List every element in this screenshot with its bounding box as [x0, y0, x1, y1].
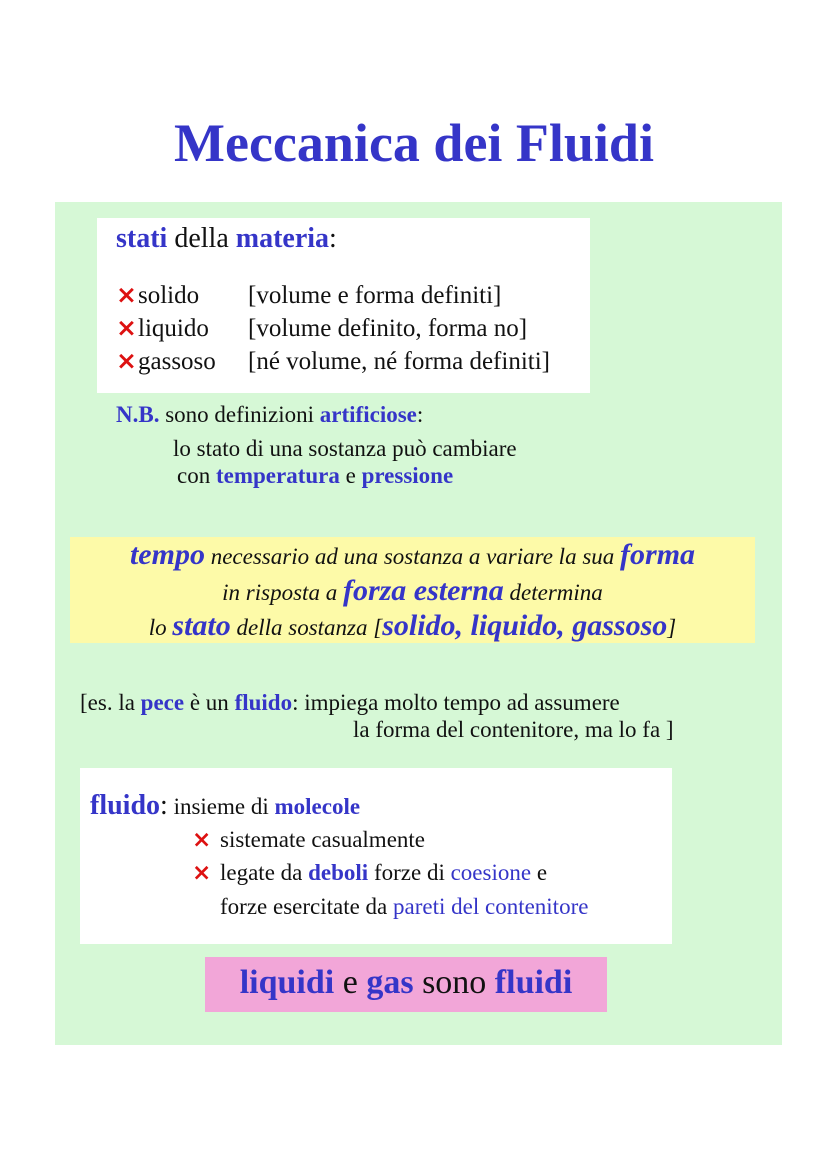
time-stato: stato: [172, 609, 231, 642]
state-name: gassoso: [138, 348, 216, 375]
example-line-1: [80, 690, 620, 716]
nb-artificiose: artificiose: [319, 402, 417, 427]
nb-line-3: [177, 463, 453, 489]
conclusion-liquidi: liquidi: [239, 964, 335, 1001]
states-heading-colon: :: [329, 223, 337, 254]
nb-e: e: [339, 463, 362, 488]
state-item-liquido: [116, 313, 527, 343]
example-pece: pece: [140, 690, 185, 715]
bullet-x-icon: ×: [192, 827, 212, 853]
fluid-item-2: [192, 860, 547, 886]
conclusion-gas: gas: [366, 964, 414, 1001]
state-item-solido: [116, 280, 501, 310]
state-item-gassoso: [116, 346, 550, 376]
state-desc: [né volume, né forma definiti]: [248, 348, 550, 375]
states-heading: [116, 223, 337, 255]
nb-temperatura: temperatura: [215, 463, 340, 488]
example-a: [es. la: [80, 690, 141, 715]
time-states-list: solido, liquido, gassoso: [382, 609, 668, 642]
example-fluido: fluido: [234, 690, 293, 715]
fluid-a: insieme di: [167, 794, 275, 819]
time-forza-esterna: forza esterna: [342, 574, 504, 607]
time-line-3: [70, 609, 755, 643]
time-line-1: [70, 538, 755, 572]
bullet-x-icon: ×: [116, 280, 137, 309]
conclusion-text: [205, 964, 607, 1002]
nb-text: sono definizioni: [159, 402, 320, 427]
fluid-deboli: deboli: [308, 860, 369, 885]
nb-con: con: [177, 463, 216, 488]
time-l1-text: necessario ad una sostanza a variare la sua: [204, 544, 621, 569]
fluid-colon: :: [160, 790, 168, 821]
fluid-item-3: [220, 894, 588, 920]
time-forma: forma: [620, 538, 696, 571]
state-name: solido: [138, 282, 200, 309]
nb-pressione: pressione: [361, 463, 454, 488]
time-l3-a: lo: [148, 615, 173, 640]
nb-line-1: [116, 402, 423, 428]
example-c: : impiega molto tempo ad assumere: [292, 690, 620, 715]
fluid-pareti: pareti del contenitore: [393, 894, 589, 919]
fluid-line-1: [90, 790, 360, 822]
fluid-item2-a: legate da: [220, 860, 309, 885]
fluid-coesione: coesione: [450, 860, 532, 885]
bullet-x-icon: ×: [116, 313, 137, 342]
fluid-item2-b: forze di: [368, 860, 451, 885]
fluid-item3-a: forze esercitate da: [220, 894, 394, 919]
state-desc: [volume definito, forma no]: [248, 315, 528, 342]
time-l2-a: in risposta a: [222, 580, 343, 605]
conclusion-sono: sono: [413, 964, 495, 1001]
states-heading-della: della: [167, 223, 236, 254]
conclusion-fluidi: fluidi: [494, 964, 573, 1001]
state-desc: [volume e forma definiti]: [248, 282, 502, 309]
fluid-item2-c: e: [531, 860, 548, 885]
states-heading-stati: stati: [116, 223, 168, 254]
fluid-term: fluido: [90, 790, 161, 821]
time-l2-c: determina: [503, 580, 603, 605]
example-b: è un: [184, 690, 235, 715]
example-line-2: la forma del contenitore, ma lo fa ]: [353, 717, 674, 742]
time-l3-c: della sostanza [: [230, 615, 383, 640]
page-title: Meccanica dei Fluidi: [174, 113, 654, 173]
bullet-x-icon: ×: [116, 346, 137, 375]
states-heading-materia: materia: [235, 223, 330, 254]
time-l3-e: ]: [667, 615, 677, 640]
state-name: liquido: [138, 315, 209, 342]
nb-label: N.B.: [116, 402, 160, 427]
fluid-molecole: molecole: [274, 794, 361, 819]
fluid-item1-text: sistemate casualmente: [220, 827, 426, 852]
nb-colon: :: [416, 402, 424, 427]
conclusion-e: e: [334, 964, 367, 1001]
bullet-x-icon: ×: [192, 860, 212, 886]
time-line-2: [70, 574, 755, 608]
nb-line-2: lo stato di una sostanza può cambiare: [173, 436, 517, 461]
time-tempo: tempo: [129, 538, 205, 571]
fluid-item-1: [192, 827, 425, 853]
